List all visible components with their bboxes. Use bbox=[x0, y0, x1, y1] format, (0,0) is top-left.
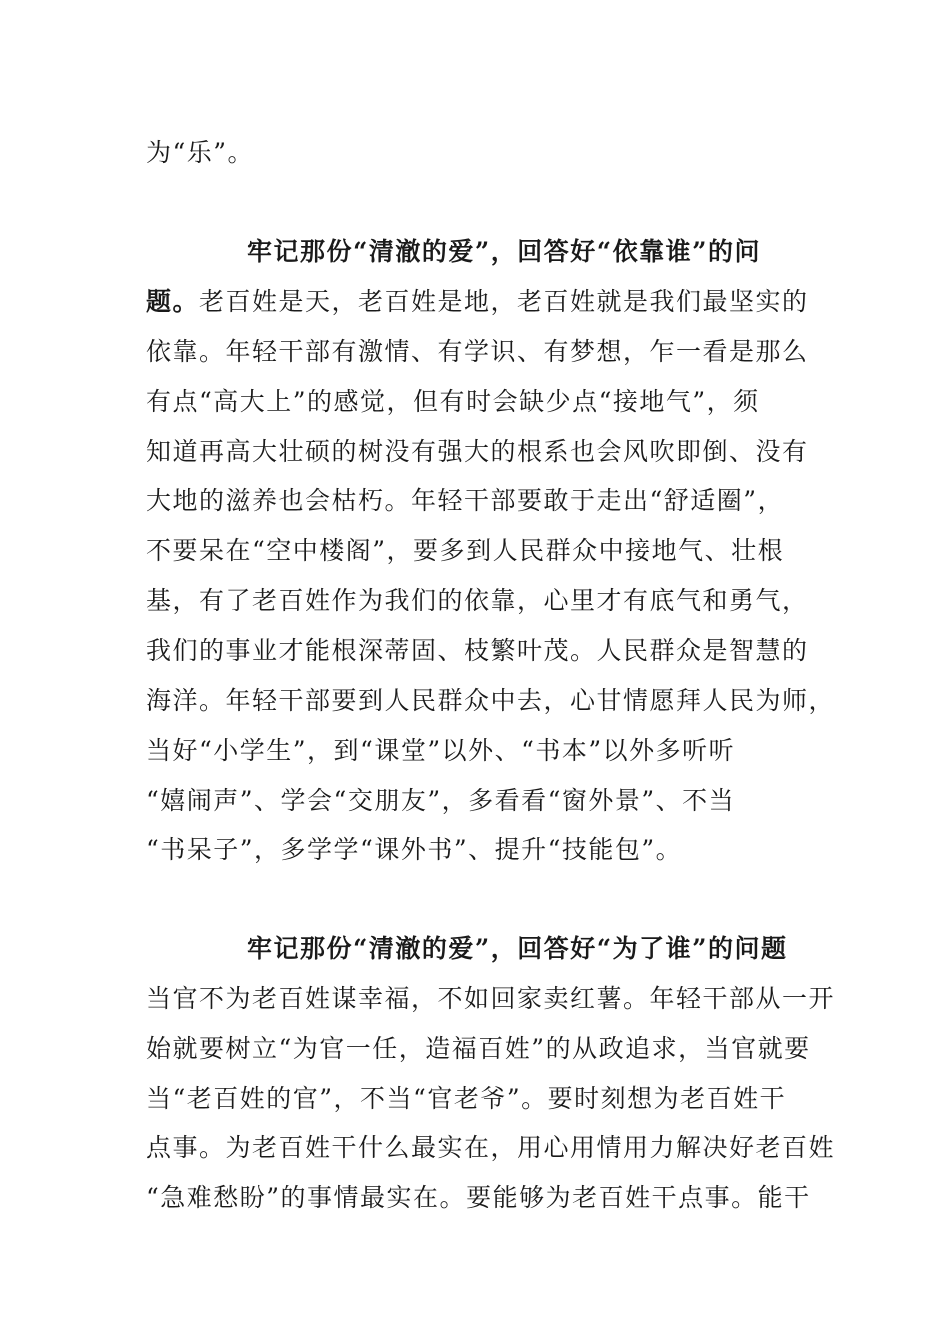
section1-line-7: 基，有了老百姓作为我们的依靠，心里才有底气和勇气， bbox=[146, 586, 809, 615]
section1-line-3: 有点“高大上”的感觉，但有时会缺少点“接地气”，须 bbox=[146, 387, 760, 416]
section2-line-1: 当官不为老百姓谋幸福，不如回家卖红薯。年轻干部从一开 bbox=[146, 984, 836, 1013]
section2-line-2: 始就要树立“为官一任，造福百姓”的从政追求，当官就要 bbox=[146, 1034, 811, 1063]
section1-line-10: 当好“小学生”，到“课堂”以外、“书本”以外多听听 bbox=[146, 736, 736, 765]
section1-line-4: 知道再高大壮硕的树没有强大的根系也会风吹即倒、没有 bbox=[146, 437, 809, 466]
section2-line-4: 点事。为老百姓干什么最实在，用心用情用力解决好老百姓 bbox=[146, 1133, 836, 1162]
section1-line-1-text: 老百姓是天，老百姓是地，老百姓就是我们最坚实的 bbox=[199, 287, 809, 316]
section1-line-2: 依靠。年轻干部有激情、有学识、有梦想，乍一看是那么 bbox=[146, 337, 809, 366]
section1-line-11: “嬉闹声”、学会“交朋友”，多看看“窗外景”、不当 bbox=[146, 786, 736, 815]
section1-line-6: 不要呆在“空中楼阁”，要多到人民群众中接地气、壮根 bbox=[146, 536, 785, 565]
section1-line-1 bbox=[146, 287, 809, 317]
section1-line-5: 大地的滋养也会枯朽。年轻干部要敢于走出“舒适圈”， bbox=[146, 486, 785, 515]
intro-tail-text: 为“乐”。 bbox=[146, 138, 255, 167]
section1-line-9: 海洋。年轻干部要到人民群众中去，心甘情愿拜人民为师， bbox=[146, 686, 836, 715]
section2-line-5: “急难愁盼”的事情最实在。要能够为老百姓干点事。能干 bbox=[146, 1183, 811, 1212]
section2-heading: 牢记那份“清澈的爱”，回答好“为了谁”的问题 bbox=[247, 934, 788, 963]
section1-line-12: “书呆子”，多学学“课外书”、提升“技能包”。 bbox=[146, 835, 683, 864]
section1-heading-end: 题。 bbox=[146, 287, 200, 316]
section1-heading: 牢记那份“清澈的爱”，回答好“依靠谁”的问 bbox=[247, 237, 762, 266]
section1-line-8: 我们的事业才能根深蒂固、枝繁叶茂。人民群众是智慧的 bbox=[146, 636, 809, 665]
section2-line-3: 当“老百姓的官”，不当“官老爷”。要时刻想为老百姓干 bbox=[146, 1084, 787, 1113]
